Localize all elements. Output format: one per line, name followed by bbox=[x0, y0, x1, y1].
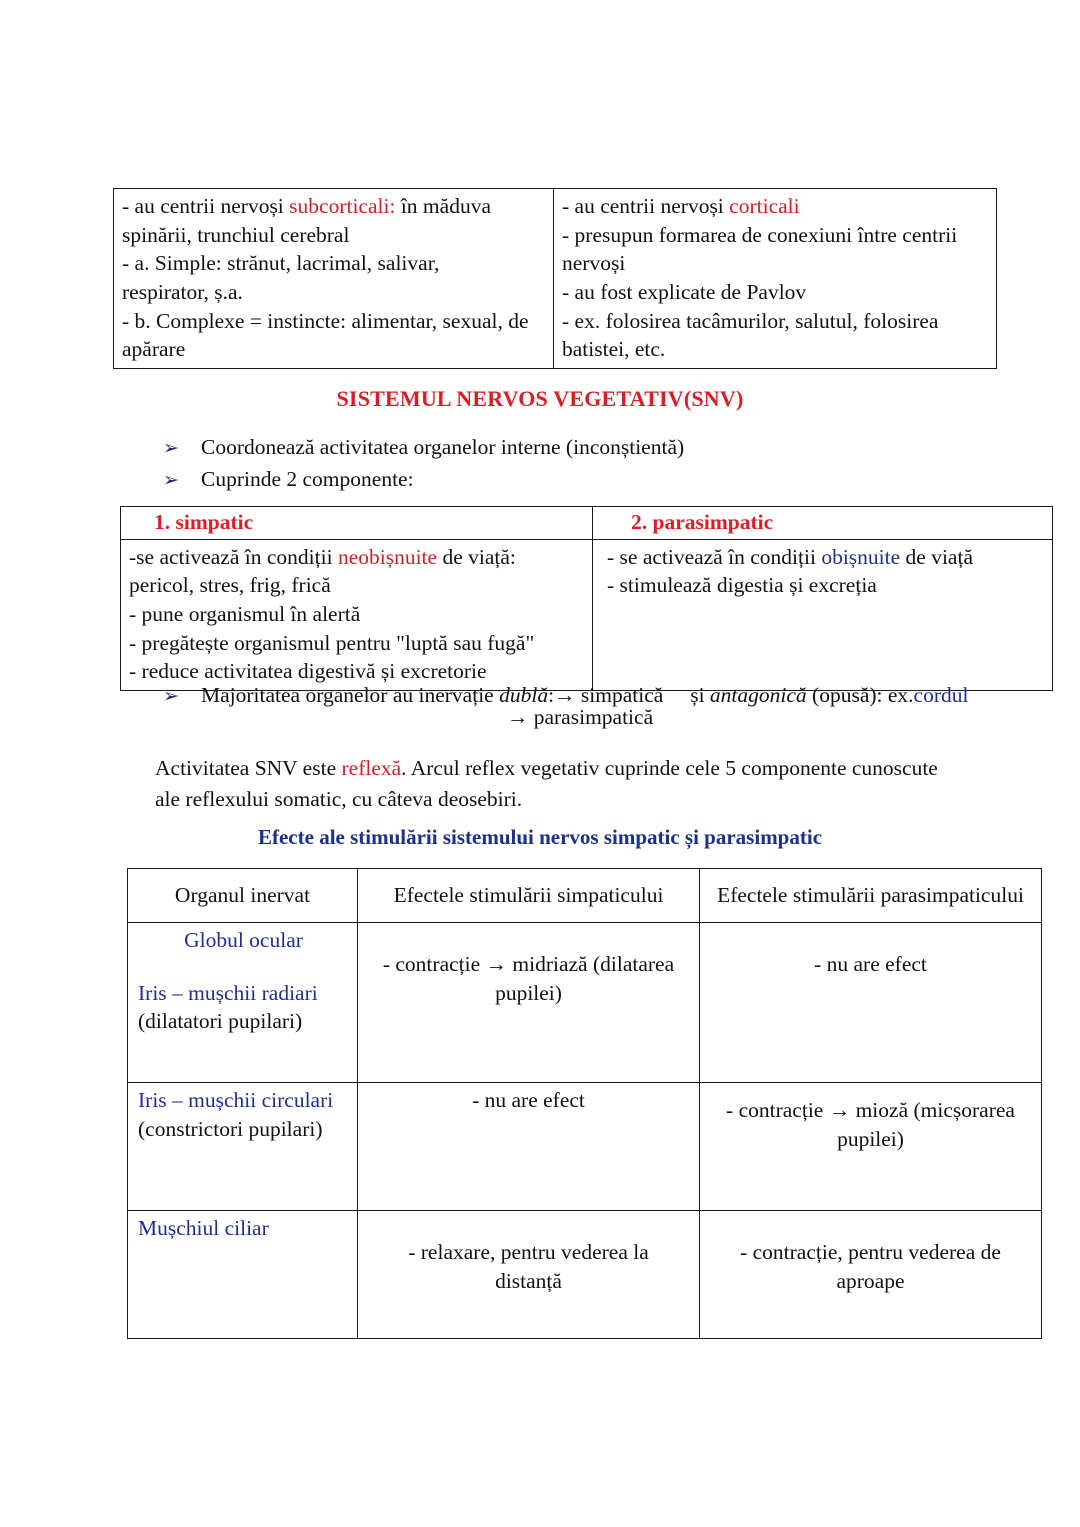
highlight-obisnuite: obișnuite bbox=[821, 544, 901, 569]
organ-group-title: Globul ocular bbox=[184, 928, 303, 952]
snv-section-title: SISTEMUL NERVOS VEGETATIV(SNV) bbox=[336, 386, 744, 411]
text-fragment: Activitatea SNV este bbox=[155, 756, 342, 780]
reflexe-right-cell bbox=[554, 189, 997, 369]
arrow-bullet-icon: ➢ bbox=[163, 685, 179, 707]
effect-line-2: aproape bbox=[836, 1268, 905, 1293]
arrow-bullet-icon: ➢ bbox=[163, 437, 179, 459]
simpatic-line-1 bbox=[129, 543, 584, 572]
efecte-organ-cell bbox=[128, 1083, 358, 1211]
efecte-section-title: Efecte ale stimulării sistemului nervos simpatic și parasimpatic bbox=[257, 825, 823, 849]
table-row bbox=[128, 1211, 1042, 1339]
organ-name: Mușchiul ciliar bbox=[138, 1216, 269, 1240]
efecte-organ-cell bbox=[128, 923, 358, 1083]
reflexe-left-line-3: - a. Simple: strănut, lacrimal, salivar, bbox=[122, 251, 440, 276]
reflexe-left-line-5: - b. Complexe = instincte: alimentar, sexual, de bbox=[122, 308, 529, 333]
reflexe-right-line-3: nervoși bbox=[562, 251, 626, 276]
reflexe-left-cell bbox=[114, 189, 554, 369]
efecte-parasimpatic-cell bbox=[700, 923, 1042, 1083]
efecte-simpatic-cell bbox=[358, 1083, 700, 1211]
arrow-bullet-icon: ➢ bbox=[163, 468, 179, 491]
effect-line-2: pupilei) bbox=[495, 980, 562, 1005]
simpatic-line-2: pericol, stres, frig, frică bbox=[129, 573, 331, 598]
text-fragment: Majoritatea organelor au inervație bbox=[201, 683, 500, 707]
text-fragment: (opusă): ex. bbox=[806, 683, 914, 707]
list-item-label: Cuprinde 2 componente: bbox=[201, 466, 414, 491]
reflexe-table bbox=[113, 188, 997, 369]
reflexe-left-line-1 bbox=[122, 192, 545, 221]
list-item bbox=[163, 464, 963, 496]
emphasis-dubla: dublă bbox=[499, 683, 549, 707]
effect-line-1: - nu are efect bbox=[814, 952, 927, 976]
text-fragment: - se activează în condiții bbox=[607, 544, 822, 569]
organ-subname: (constrictori pupilari) bbox=[138, 1116, 323, 1141]
text-fragment: de viață: bbox=[437, 544, 516, 569]
table-row bbox=[128, 923, 1042, 1083]
simpatic-line-5: - reduce activitatea digestivă și excretorie bbox=[129, 659, 487, 684]
table-row bbox=[121, 539, 1053, 690]
effect-line-1: - relaxare, pentru vederea la bbox=[408, 1240, 649, 1264]
efecte-header-simpatic: Efectele stimulării simpaticului bbox=[358, 869, 700, 923]
text-fragment: de viață bbox=[900, 544, 973, 569]
efecte-table-container bbox=[127, 868, 1024, 1339]
parasimpatic-line-2: - stimulează digestia și excreția bbox=[607, 573, 877, 598]
table-row bbox=[128, 1083, 1042, 1211]
reflexe-right-line-5: - ex. folosirea tacâmurilor, salutul, folosirea bbox=[562, 308, 939, 333]
componente-simpatic-cell bbox=[121, 539, 593, 690]
list-item-label: Coordonează activitatea organelor interne (inconștientă) bbox=[201, 435, 685, 459]
reflexe-left-line-6: apărare bbox=[122, 337, 186, 362]
reflexe-right-line-6: batistei, etc. bbox=[562, 337, 666, 362]
text-fragment: - au centrii nervoși bbox=[122, 194, 290, 218]
componente-header-parasimpatic: 2. parasimpatic bbox=[593, 507, 1053, 540]
snv-bullet-list bbox=[163, 432, 963, 495]
reflexe-left-line-2: spinării, trunchiul cerebral bbox=[122, 222, 350, 247]
efecte-table bbox=[127, 868, 1042, 1339]
table-header-row bbox=[121, 507, 1053, 540]
simpatic-line-4: - pregătește organismul pentru "luptă sau fugă" bbox=[129, 630, 535, 655]
organ-name: Iris – mușchii circulari bbox=[138, 1088, 334, 1112]
inervatie-second-line: → parasimpatică bbox=[506, 705, 654, 729]
efecte-organ-cell bbox=[128, 1211, 358, 1339]
text-fragment: în măduva bbox=[395, 194, 491, 218]
emphasis-antagonica: antagonică bbox=[709, 683, 807, 707]
componente-header-simpatic: 1. simpatic bbox=[121, 507, 593, 540]
organ-name: Iris – mușchii radiari bbox=[138, 980, 318, 1005]
text-fragment: . Arcul reflex vegetativ cuprinde cele 5 componente cunoscute bbox=[401, 756, 938, 780]
text-fragment: :→ simpatică bbox=[548, 683, 664, 707]
effect-line-1: - contracție, pentru vederea de bbox=[740, 1240, 1001, 1264]
activitate-line-2: ale reflexului somatic, cu câteva deosebiri. bbox=[155, 787, 523, 812]
componente-parasimpatic-cell bbox=[593, 539, 1053, 690]
componente-table-container bbox=[120, 506, 973, 691]
text-fragment: și bbox=[690, 683, 710, 707]
text-fragment: -se activează în condiții bbox=[129, 544, 338, 569]
efecte-simpatic-cell bbox=[358, 1211, 700, 1339]
table-row bbox=[114, 189, 997, 369]
simpatic-line-3: - pune organismul în alertă bbox=[129, 602, 361, 627]
efecte-header-parasimpatic: Efectele stimulării parasimpaticului bbox=[700, 869, 1042, 923]
activitate-line-1 bbox=[155, 753, 955, 784]
efecte-parasimpatic-cell bbox=[700, 1083, 1042, 1211]
text-fragment: - au centrii nervoși bbox=[562, 194, 730, 218]
highlight-corticali: corticali bbox=[729, 194, 800, 218]
highlight-subcorticali: subcorticali: bbox=[289, 194, 396, 218]
highlight-cordul: cordul bbox=[913, 683, 969, 707]
table-header-row bbox=[128, 869, 1042, 923]
efecte-parasimpatic-cell bbox=[700, 1211, 1042, 1339]
effect-line-1: - contracție → midriază (dilatarea bbox=[382, 952, 675, 976]
parasimpatic-line-1 bbox=[607, 543, 1044, 572]
reflexe-right-line-2: - presupun formarea de conexiuni între centrii bbox=[562, 222, 958, 247]
componente-table bbox=[120, 506, 1053, 691]
effect-line-1: - nu are efect bbox=[472, 1088, 585, 1112]
activitate-paragraph bbox=[155, 753, 955, 815]
organ-subname: (dilatatori pupilari) bbox=[138, 1009, 303, 1034]
reflexe-right-line-4: - au fost explicate de Pavlov bbox=[562, 280, 807, 305]
reflexe-left-line-4: respirator, ș.a. bbox=[122, 280, 243, 305]
reflexe-table-container bbox=[113, 188, 962, 369]
reflexe-right-line-1 bbox=[562, 192, 988, 221]
highlight-neobisnuite: neobișnuite bbox=[337, 544, 438, 569]
efecte-header-organ: Organul inervat bbox=[128, 869, 358, 923]
effect-line-2: distanță bbox=[495, 1268, 562, 1293]
effect-line-1: - contracție → mioză (micșorarea bbox=[726, 1098, 1015, 1122]
highlight-reflexa: reflexă bbox=[341, 756, 402, 780]
list-item bbox=[163, 432, 963, 464]
efecte-simpatic-cell bbox=[358, 923, 700, 1083]
effect-line-2: pupilei) bbox=[837, 1126, 904, 1151]
